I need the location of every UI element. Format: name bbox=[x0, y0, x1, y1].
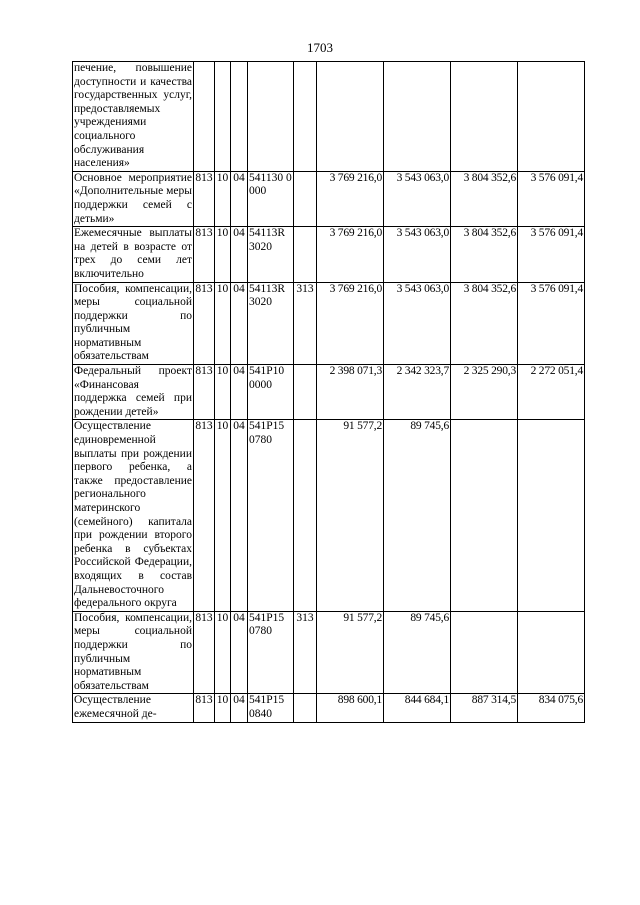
table-row bbox=[73, 282, 585, 365]
amount-col4-cell: 2 272 051,4 bbox=[518, 365, 585, 420]
subsection-code-cell: 04 bbox=[231, 365, 248, 420]
target-article-cell: 541P15 0780 bbox=[248, 611, 294, 694]
table-body bbox=[73, 62, 585, 723]
target-article-cell: 54113R 3020 bbox=[248, 282, 294, 365]
amount-col3-cell: 3 804 352,6 bbox=[451, 171, 518, 226]
subsection-code-cell: 04 bbox=[231, 611, 248, 694]
table-row bbox=[73, 611, 585, 694]
amount-col4-cell: 3 576 091,4 bbox=[518, 227, 585, 282]
expense-type-cell bbox=[294, 62, 317, 172]
subsection-code-cell: 04 bbox=[231, 171, 248, 226]
section-code-cell: 10 bbox=[215, 420, 231, 611]
amount-col3-cell: 3 804 352,6 bbox=[451, 227, 518, 282]
table-row bbox=[73, 420, 585, 611]
grbs-code-cell: 813 bbox=[194, 694, 215, 722]
grbs-code-cell bbox=[194, 62, 215, 172]
subsection-code-cell: 04 bbox=[231, 694, 248, 722]
amount-col3-cell: 3 804 352,6 bbox=[451, 282, 518, 365]
grbs-code-cell: 813 bbox=[194, 282, 215, 365]
row-name-cell: Пособия, компенсации, меры социальной поддержки по публичным нормативным обязательствам bbox=[73, 611, 194, 694]
amount-col1-cell bbox=[317, 62, 384, 172]
expense-type-cell bbox=[294, 694, 317, 722]
target-article-cell: 541P15 0780 bbox=[248, 420, 294, 611]
table-row bbox=[73, 62, 585, 172]
amount-col2-cell: 3 543 063,0 bbox=[384, 227, 451, 282]
section-code-cell: 10 bbox=[215, 694, 231, 722]
amount-col1-cell: 91 577,2 bbox=[317, 611, 384, 694]
expense-type-cell bbox=[294, 227, 317, 282]
row-name-cell: Осуществление единовременной выплаты при рождении первого ребенка, а также предоставление регионального материнского (семейного) капитала при рождении второго ребенка в субъектах Российской Федерации, входящих в состав Дальневосточного федерального округа bbox=[73, 420, 194, 611]
grbs-code-cell: 813 bbox=[194, 611, 215, 694]
expense-type-cell: 313 bbox=[294, 611, 317, 694]
section-code-cell: 10 bbox=[215, 227, 231, 282]
amount-col2-cell: 89 745,6 bbox=[384, 420, 451, 611]
target-article-cell: 541P10 0000 bbox=[248, 365, 294, 420]
section-code-cell: 10 bbox=[215, 171, 231, 226]
amount-col1-cell: 3 769 216,0 bbox=[317, 171, 384, 226]
amount-col1-cell: 2 398 071,3 bbox=[317, 365, 384, 420]
amount-col4-cell bbox=[518, 420, 585, 611]
section-code-cell: 10 bbox=[215, 611, 231, 694]
table-row bbox=[73, 171, 585, 226]
table-row bbox=[73, 694, 585, 722]
expense-type-cell bbox=[294, 365, 317, 420]
target-article-cell bbox=[248, 62, 294, 172]
amount-col1-cell: 898 600,1 bbox=[317, 694, 384, 722]
amount-col1-cell: 91 577,2 bbox=[317, 420, 384, 611]
amount-col3-cell: 2 325 290,3 bbox=[451, 365, 518, 420]
amount-col4-cell bbox=[518, 611, 585, 694]
section-code-cell bbox=[215, 62, 231, 172]
row-name-cell: Пособия, компенсации, меры социальной поддержки по публичным нормативным обязательствам bbox=[73, 282, 194, 365]
target-article-cell: 541130 0000 bbox=[248, 171, 294, 226]
row-name-cell: Основное мероприятие «Дополнительные меры поддержки семей с детьми» bbox=[73, 171, 194, 226]
target-article-cell: 54113R 3020 bbox=[248, 227, 294, 282]
page-number: 1703 bbox=[307, 40, 333, 55]
row-name-cell: Ежемесячные выплаты на детей в возрасте от трех до семи лет включительно bbox=[73, 227, 194, 282]
grbs-code-cell: 813 bbox=[194, 365, 215, 420]
table-row bbox=[73, 227, 585, 282]
expense-type-cell bbox=[294, 171, 317, 226]
row-name-cell: печение, повышение доступности и качества государственных услуг, предоставляемых учреждениями социального обслуживания населения» bbox=[73, 62, 194, 172]
amount-col3-cell bbox=[451, 611, 518, 694]
subsection-code-cell: 04 bbox=[231, 420, 248, 611]
section-code-cell: 10 bbox=[215, 282, 231, 365]
amount-col4-cell bbox=[518, 62, 585, 172]
amount-col3-cell: 887 314,5 bbox=[451, 694, 518, 722]
row-name-cell: Осуществление ежемесячной де- bbox=[73, 694, 194, 722]
grbs-code-cell: 813 bbox=[194, 171, 215, 226]
amount-col2-cell: 844 684,1 bbox=[384, 694, 451, 722]
amount-col3-cell bbox=[451, 62, 518, 172]
amount-col2-cell: 89 745,6 bbox=[384, 611, 451, 694]
target-article-cell: 541P15 0840 bbox=[248, 694, 294, 722]
amount-col2-cell: 3 543 063,0 bbox=[384, 282, 451, 365]
budget-table bbox=[72, 61, 585, 723]
amount-col2-cell bbox=[384, 62, 451, 172]
amount-col2-cell: 2 342 323,7 bbox=[384, 365, 451, 420]
expense-type-cell bbox=[294, 420, 317, 611]
row-name-cell: Федеральный проект «Финансовая поддержка семей при рождении детей» bbox=[73, 365, 194, 420]
section-code-cell: 10 bbox=[215, 365, 231, 420]
amount-col3-cell bbox=[451, 420, 518, 611]
amount-col4-cell: 3 576 091,4 bbox=[518, 282, 585, 365]
subsection-code-cell: 04 bbox=[231, 227, 248, 282]
table-row bbox=[73, 365, 585, 420]
amount-col4-cell: 3 576 091,4 bbox=[518, 171, 585, 226]
subsection-code-cell bbox=[231, 62, 248, 172]
grbs-code-cell: 813 bbox=[194, 420, 215, 611]
amount-col1-cell: 3 769 216,0 bbox=[317, 282, 384, 365]
amount-col2-cell: 3 543 063,0 bbox=[384, 171, 451, 226]
amount-col1-cell: 3 769 216,0 bbox=[317, 227, 384, 282]
expense-type-cell: 313 bbox=[294, 282, 317, 365]
amount-col4-cell: 834 075,6 bbox=[518, 694, 585, 722]
subsection-code-cell: 04 bbox=[231, 282, 248, 365]
grbs-code-cell: 813 bbox=[194, 227, 215, 282]
